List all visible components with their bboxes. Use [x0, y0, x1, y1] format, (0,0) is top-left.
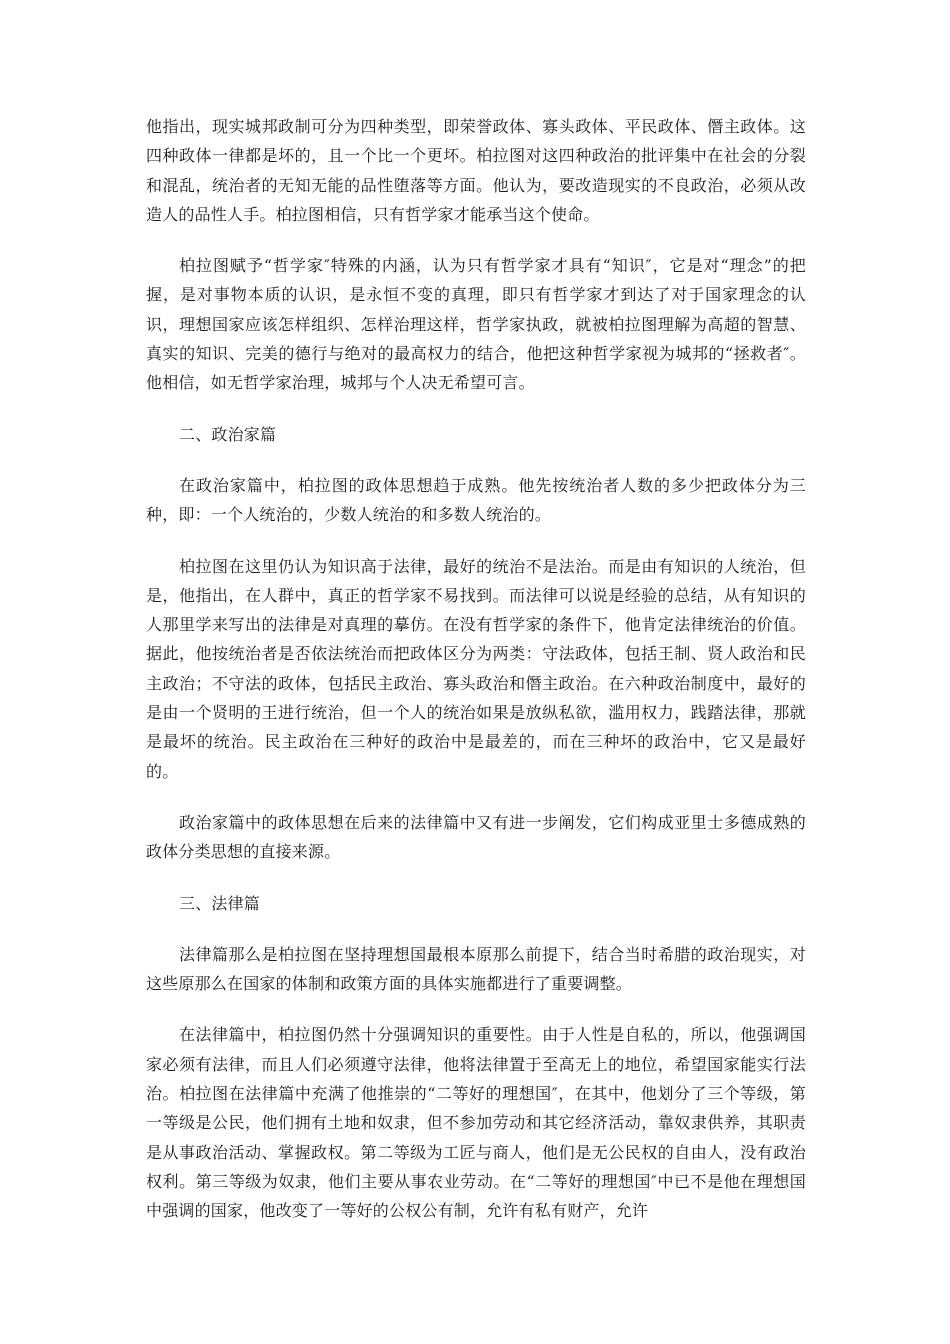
paragraph-regime-types: 他指出，现实城邦政制可分为四种类型，即荣誉政体、寡头政体、平民政体、僭主政体。这四种政体一律都是坏的，且一个比一个更坏。柏拉图对这四种政治的批评集中在社会的分裂和混乱，统治者的无知无能的品性堕落等方面。他认为，要改造现实的不良政治，必须从改造人的品性人手。柏拉图相信，只有哲学家才能承当这个使命。 — [146, 117, 806, 224]
section-heading-statesman: 二、政治家篇 — [179, 424, 277, 444]
section-heading-laws: 三、法律篇 — [179, 893, 261, 913]
paragraph-philosopher-king: 柏拉图赋予“哲学家″特殊的内涵，认为只有哲学家才具有“知识″，它是对“理念”的把握，是对事物本质的认识，是永恒不变的真理，即只有哲学家才到达了对于国家理念的认识，理想国家应该怎样组织、怎样治理这样，哲学家执政，就被柏拉图理解为高超的智慧、真实的知识、完美的德行与绝对的最高权力的结合，他把这种哲学家视为城邦的“拯救者″。他相信，如无哲学家治理，城邦与个人决无希望可言。 — [146, 256, 806, 393]
paragraph-laws-detail: 在法律篇中，柏拉图仍然十分强调知识的重要性。由于人性是自私的，所以，他强调国家必须有法律，而且人们必须遵守法律，他将法律置于至高无上的地位，希望国家能实行法治。柏拉图在法律篇中充满了他推崇的“二等好的理想国″，在其中，他划分了三个等级，第一等级是公民，他们拥有土地和奴隶，但不参加劳动和其它经济活动，靠奴隶供养，其职责是从事政治活动、掌握政权。第二等级为工匠与商人，他们是无公民权的自由人，没有政治权利。第三等级为奴隶，他们主要从事农业劳动。在“二等好的理想国″中已不是他在理想国中强调的国家，他改变了一等好的公权公有制，允许有私有财产，允许 — [146, 1025, 806, 1221]
document-page — [146, 112, 806, 1226]
paragraph-laws-intro: 法律篇那么是柏拉图在坚持理想国最根本原那么前提下，结合当时希腊的政治现实，对这些原那么在国家的体制和政策方面的具体实施都进行了重要调整。 — [146, 944, 806, 994]
paragraph-statesman-influence: 政治家篇中的政体思想在后来的法律篇中又有进一步阐发，它们构成亚里士多德成熟的政体分类思想的直接来源。 — [146, 812, 806, 862]
paragraph-knowledge-vs-law: 柏拉图在这里仍认为知识高于法律，最好的统治不是法治。而是由有知识的人统治，但是，他指出，在人群中，真正的哲学家不易找到。而法律可以说是经验的总结，从有知识的人那里学来写出的法律是对真理的摹仿。在没有哲学家的条件下，他肯定法律统治的价值。据此，他按统治者是否依法统治而把政体区分为两类：守法政体，包括王制、贤人政治和民主政治；不守法的政体，包括民主政治、寡头政治和僭主政治。在六种政治制度中，最好的是由一个贤明的王进行统治，但一个人的统治如果是放纵私欲，滥用权力，践踏法律，那就是最坏的统治。民主政治在三种好的政治中是最差的，而在三种坏的政治中，它又是最好的。 — [146, 556, 806, 781]
paragraph-statesman-intro: 在政治家篇中，柏拉图的政体思想趋于成熟。他先按统治者人数的多少把政体分为三种，即：一个人统治的，少数人统治的和多数人统治的。 — [146, 475, 806, 525]
